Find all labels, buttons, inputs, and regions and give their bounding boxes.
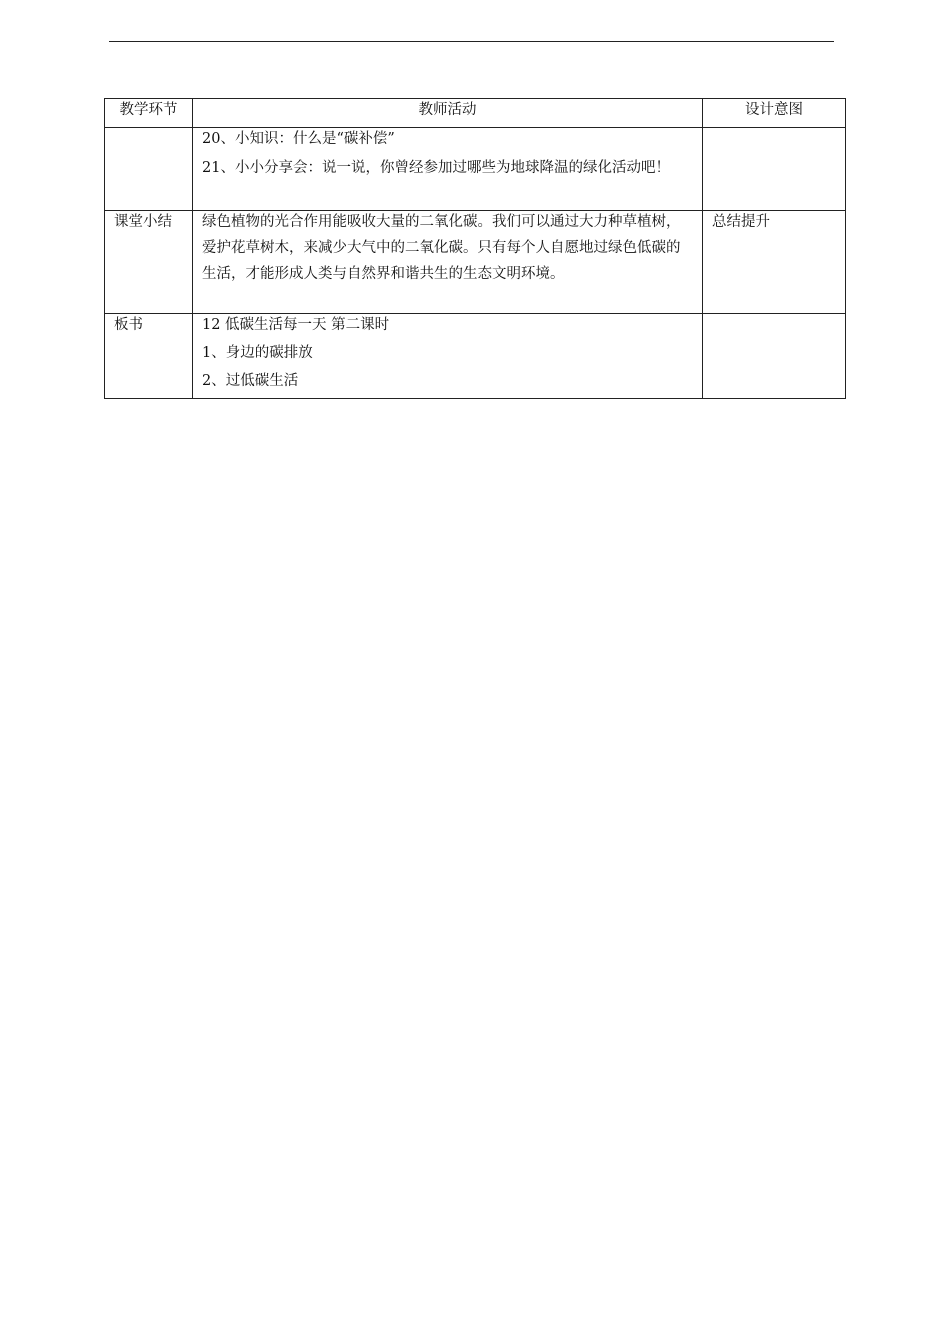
intent-cell — [703, 314, 846, 399]
table-row — [105, 314, 846, 399]
stage-cell — [105, 314, 193, 399]
intent-text: 总结提升 — [712, 214, 770, 230]
blackboard-point: 2、过低碳生活 — [202, 373, 299, 389]
activity-paragraph: 绿色植物的光合作用能吸收大量的二氧化碳。我们可以通过大力种草植树，爱护花草树木，来减少大气中的二氧化碳。只有每个人自愿地过绿色低碳的生活，才能形成人类与自然界和谐共生的生态文明环境。 — [202, 214, 681, 282]
stage-cell — [105, 128, 193, 211]
table-row — [105, 211, 846, 314]
activity-cell — [193, 128, 703, 211]
stage-label: 板书 — [114, 317, 143, 333]
activity-line: 20、小知识：什么是“碳补偿” — [202, 131, 395, 147]
header-stage: 教学环节 — [105, 99, 193, 128]
activity-cell — [193, 314, 703, 399]
page-header-rule — [109, 41, 834, 42]
stage-cell — [105, 211, 193, 314]
blackboard-title: 12 低碳生活每一天 第二课时 — [202, 317, 390, 333]
intent-cell — [703, 128, 846, 211]
stage-label: 课堂小结 — [114, 214, 172, 230]
table-header-row — [105, 99, 846, 128]
activity-line: 21、小小分享会：说一说，你曾经参加过哪些为地球降温的绿化活动吧！ — [202, 160, 670, 176]
table-row — [105, 128, 846, 211]
intent-cell — [703, 211, 846, 314]
header-activity: 教师活动 — [193, 99, 703, 128]
lesson-plan-table — [104, 98, 846, 399]
blackboard-point: 1、身边的碳排放 — [202, 345, 313, 361]
header-intent: 设计意图 — [703, 99, 846, 128]
activity-cell — [193, 211, 703, 314]
